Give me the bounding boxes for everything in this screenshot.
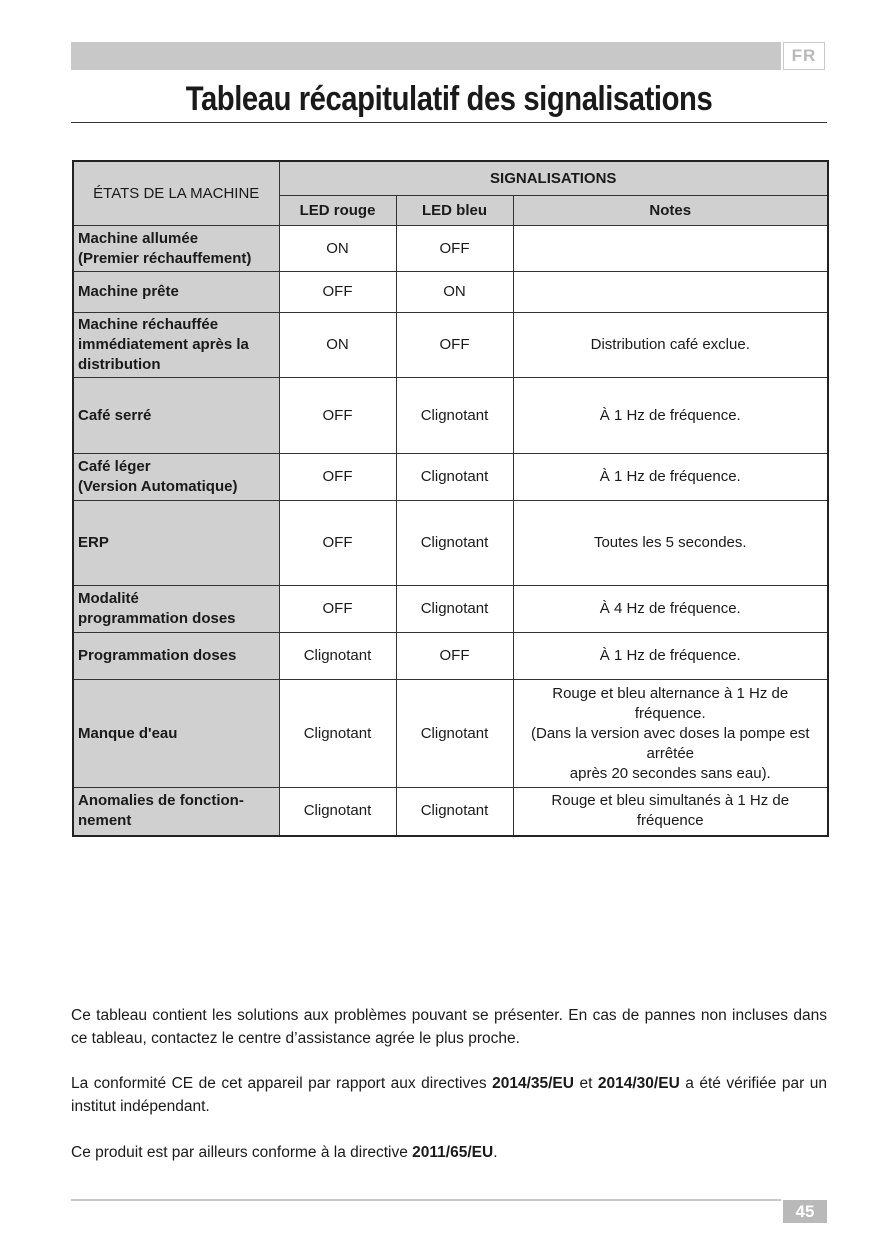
signals-table <box>72 160 829 837</box>
machine-state-cell: Café serré <box>73 378 279 454</box>
machine-state-cell: Anomalies de fonction- nement <box>73 788 279 836</box>
led-red-cell: OFF <box>279 454 396 501</box>
machine-state-cell: Café léger (Version Automatique) <box>73 454 279 501</box>
machine-state-cell: Machine réchauffée immédiatement après la distribution <box>73 313 279 378</box>
notes-cell: Distribution café exclue. <box>513 313 828 378</box>
led-red-cell: Clignotant <box>279 633 396 680</box>
notes-cell: À 4 Hz de fréquence. <box>513 586 828 633</box>
notes-cell: Rouge et bleu simultanés à 1 Hz de fréquence <box>513 788 828 836</box>
led-red-cell: OFF <box>279 501 396 586</box>
table-row <box>73 633 828 680</box>
led-blue-cell: Clignotant <box>396 378 513 454</box>
led-red-cell: OFF <box>279 586 396 633</box>
led-red-cell: Clignotant <box>279 788 396 836</box>
led-blue-cell: Clignotant <box>396 454 513 501</box>
table-row <box>73 788 828 836</box>
notes-cell <box>513 272 828 313</box>
language-badge: FR <box>783 42 825 70</box>
led-blue-cell: OFF <box>396 633 513 680</box>
led-red-cell: OFF <box>279 272 396 313</box>
led-blue-cell: Clignotant <box>396 680 513 788</box>
machine-state-cell: Machine prête <box>73 272 279 313</box>
led-blue-cell: Clignotant <box>396 501 513 586</box>
page-number: 45 <box>783 1200 827 1223</box>
machine-state-cell: Manque d'eau <box>73 680 279 788</box>
table-row <box>73 501 828 586</box>
led-red-cell: OFF <box>279 378 396 454</box>
footer-bar <box>71 1199 781 1201</box>
info-paragraph-3 <box>71 1141 827 1164</box>
header-bar <box>71 42 781 70</box>
machine-state-cell: Programmation doses <box>73 633 279 680</box>
header-led-blue: LED bleu <box>396 196 513 226</box>
directive-2014-30: 2014/30/EU <box>597 1075 680 1092</box>
notes-cell: À 1 Hz de fréquence. <box>513 378 828 454</box>
table-row <box>73 680 828 788</box>
table-row <box>73 226 828 272</box>
table-row <box>73 378 828 454</box>
led-red-cell: Clignotant <box>279 680 396 788</box>
led-blue-cell: Clignotant <box>396 788 513 836</box>
info-paragraph-1: Ce tableau contient les solutions aux problèmes pouvant se présenter. En cas de pannes non incluses dans ce tableau, contactez le centre d’assistance agrée le plus proche. <box>71 1007 827 1047</box>
paragraph-2-text-c: et <box>573 1075 598 1092</box>
title-divider <box>71 122 827 123</box>
table-row <box>73 454 828 501</box>
paragraph-3-text-c: . <box>493 1144 498 1161</box>
led-blue-cell: ON <box>396 272 513 313</box>
led-blue-cell: Clignotant <box>396 586 513 633</box>
machine-state-cell: Modalité programmation doses <box>73 586 279 633</box>
page-title: Tableau récapitulatif des signalisations <box>185 80 713 118</box>
notes-cell <box>513 226 828 272</box>
paragraph-2-text-a: La conformité CE de cet appareil par rapport aux directives <box>71 1075 493 1092</box>
header-notes: Notes <box>513 196 828 226</box>
notes-cell: Rouge et bleu alternance à 1 Hz de fréquence. (Dans la version avec doses la pompe est arrêtée après 20 secondes sans eau). <box>513 680 828 788</box>
table-row <box>73 313 828 378</box>
notes-cell: Toutes les 5 secondes. <box>513 501 828 586</box>
directive-2011-65: 2011/65/EU <box>412 1144 494 1161</box>
info-paragraph-2 <box>71 1072 827 1118</box>
machine-state-cell: ERP <box>73 501 279 586</box>
notes-cell: À 1 Hz de fréquence. <box>513 633 828 680</box>
table-row <box>73 586 828 633</box>
led-blue-cell: OFF <box>396 313 513 378</box>
led-red-cell: ON <box>279 226 396 272</box>
header-led-red: LED rouge <box>279 196 396 226</box>
machine-state-cell: Machine allumée (Premier réchauffement) <box>73 226 279 272</box>
led-blue-cell: OFF <box>396 226 513 272</box>
header-signals: SIGNALISATIONS <box>279 161 828 196</box>
paragraph-3-text-a: Ce produit est par ailleurs conforme à la directive <box>71 1144 413 1161</box>
table-row <box>73 272 828 313</box>
paragraph-2-text-e: a été vérifiée par un institut indépendant. <box>71 1075 827 1115</box>
led-red-cell: ON <box>279 313 396 378</box>
notes-cell: À 1 Hz de fréquence. <box>513 454 828 501</box>
directive-2014-35: 2014/35/EU <box>492 1075 574 1092</box>
header-machine-states: ÉTATS DE LA MACHINE <box>73 161 279 226</box>
